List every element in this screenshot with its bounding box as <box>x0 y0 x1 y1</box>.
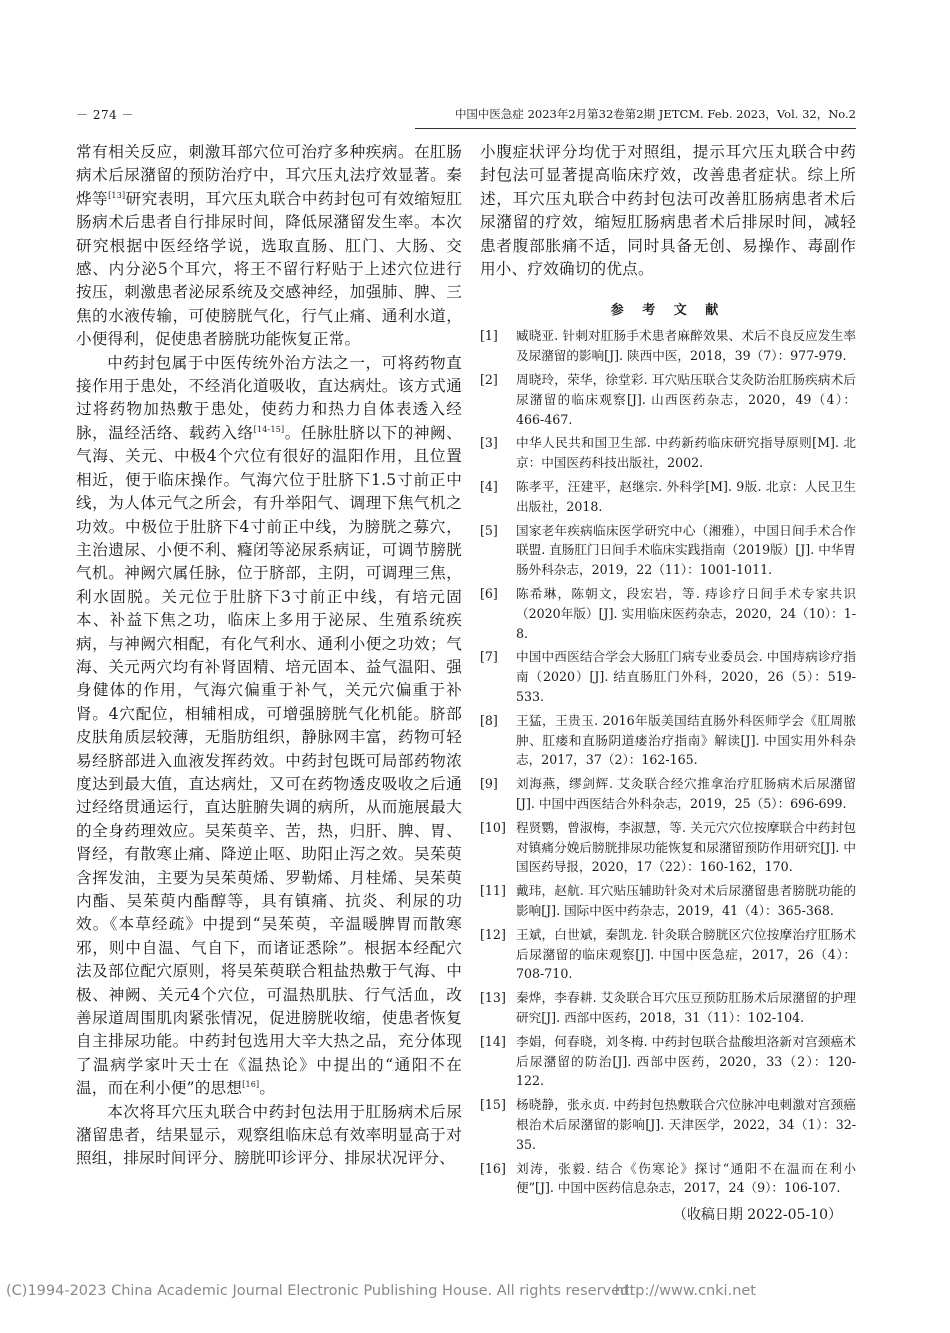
reference-number: [8] <box>480 712 498 728</box>
reference-text: 国家老年疾病临床医学研究中心（湘雅），中国日间手术合作联盟. 直肠肛门日间手术临床实践指南（2019版）[J]. 中华胃肠外科杂志，2019，22（11）：1001-1011. <box>516 522 857 578</box>
reference-text: 程贤鹦，曾淑梅，李淑慧，等. 关元穴穴位按摩联合中药封包对镇痛分娩后膀胱排尿功能恢复和尿潴留预防作用研究[J]. 中国医药导报，2020，17（22）：160-162，170. <box>516 819 856 875</box>
reference-text: 秦烨，李春耕. 艾灸联合耳穴压豆预防肛肠术后尿潴留的护理研究[J]. 西部中医药，2018，31（11）：102-104. <box>516 990 856 1025</box>
reference-number: [9] <box>480 776 498 792</box>
reference-number: [6] <box>480 586 498 601</box>
reference-text: 陈孝平，汪建平，赵继宗. 外科学[M]. 9版. 北京：人民卫生出版社，2018. <box>516 479 856 514</box>
reference-number: [2] <box>480 372 498 388</box>
header-rule <box>415 128 856 129</box>
reference-number: [11] <box>480 883 506 899</box>
reference-item <box>480 881 856 921</box>
received-date: （收稿日期 2022-05-10） <box>672 1207 842 1224</box>
reference-list <box>480 326 856 1198</box>
body-paragraph: 小腹症状评分均优于对照组，提示耳穴压丸联合中药封包法可显著提高临床疗效，改善患者症状。综上所述，耳穴压丸联合中药封包法可改善肛肠病患者术后尿潴留的疗效，缩短肛肠病患者术后排尿时间，减轻患者腹部胀痛不适，同时具备无创、易操作、毒副作用小、疗效确切的优点。 <box>480 143 856 279</box>
reference-item <box>480 818 856 877</box>
reference-number: [15] <box>480 1097 506 1113</box>
reference-number: [4] <box>480 479 498 495</box>
reference-item <box>480 711 856 770</box>
reference-text: 刘海燕，缪剑辉. 艾灸联合经穴推拿治疗肛肠病术后尿潴留[J]. 中国中西医结合外科杂志，2019，25（5）：696-699. <box>516 776 856 811</box>
reference-text: 周晓玲，荣华，徐堂彩. 耳穴贴压联合艾灸防治肛肠疾病术后尿潴留的临床观察[J]. 山西医药杂志，2020，49（4）：466-467. <box>516 372 856 427</box>
reference-text: 刘涛，张毅. 结合《伤寒论》探讨“通阳不在温而在利小便”[J]. 中国中医药信息杂志，2017，24（9）：106-107. <box>516 1160 856 1196</box>
right-column <box>480 141 856 1224</box>
reference-text: 中华人民共和国卫生部. 中药新药临床研究指导原则[M]. 北京：中国医药科技出版社，2002. <box>516 435 856 471</box>
reference-number: [5] <box>480 522 498 538</box>
body-paragraph: 本次将耳穴压丸联合中药封包法用于肛肠病术后尿潴留患者，结果显示，观察组临床总有效率明显高于对照组，排尿时间评分、膀胱叩诊评分、排尿状况评分、 <box>76 1102 462 1168</box>
reference-number: [7] <box>480 649 498 665</box>
reference-text: 王斌，白世斌，秦凯龙. 针灸联合膀胱区穴位按摩治疗肛肠术后尿潴留的临床观察[J]. 中国中医急症，2017，26（4）：708-710. <box>516 926 856 982</box>
reference-item <box>480 370 856 429</box>
reference-item <box>480 521 856 580</box>
reference-number: [16] <box>480 1160 506 1176</box>
reference-text: 王猛，王贵玉. 2016年版美国结直肠外科医师学会《肛周脓肿、肛瘘和直肠阴道瘘治疗指南》解读[J]. 中国实用外科杂志，2017，37（2）：162-165. <box>516 712 856 768</box>
body-paragraph: 中药封包属于中医传统外治方法之一，可将药物直接作用于患处，不经消化道吸收，直达病灶。该方式通过将药物加热敷于患处，使药力和热力自体表透入经脉，温经活络、载药入络[14-15]。任脉肚脐以下的神阙、气海、关元、中极4个穴位有很好的温阳作用，且位置相近，便于临床操作。气海穴位于肚脐下1.5寸前正中线，为人体元气之所会，有升举阳气、调理下焦气机之功效。中极位于肚脐下4寸前正中线，为膀胱之募穴，主治遗尿、小便不利、癃闭等泌尿系病证，可调节膀胱气机。神阙穴属任脉，位于脐部，主阴，可调理三焦，利水固脱。关元位于肚脐下3寸前正中线，有培元固本、补益下焦之功，临床上多用于泌尿、生殖系统疾病，与神阙穴相配，有化气利水、通利小便之功效；气海、关元两穴均有补肾固精、培元固本、益气温阳、强身健体的作用，气海穴偏重于补气，关元穴偏重于补肾。4穴配位，相辅相成，可增强膀胱气化机能。脐部皮肤角质层较薄，无脂肪组织，静脉网丰富，药物可轻易经脐部进入血液发挥药效。中药封包既可局部药物浓度达到最大值，直达病灶，又可在药物透皮吸收之后通过经络贯通运行，直达脏腑失调的病所，从而施展最大的全身药理效应。吴茱萸辛、苦，热，归肝、脾、胃、肾经，有散寒止痛、降逆止呕、助阳止泻之效。吴茱萸含挥发油，主要为吴茱萸烯、罗勒烯、月桂烯、吴茱萸内酯、吴茱萸内酯醇等，具有镇痛、抗炎、利尿的功效。《本草经疏》中提到“吴茱萸，辛温暖脾胃而散寒邪，则中自温、气自下，而诸证悉除”。根据本经配穴法及部位配穴原则，将吴茱萸联合粗盐热敷于气海、中极、神阙、关元4个穴位，可温热肌肤、行气活血，改善尿道周围肌肉紧张情况，促进膀胱收缩，使患者恢复自主排尿功能。中药封包选用大辛大热之品，充分体现了温病学家叶天士在《温热论》中提出的“通阳不在温，而在利小便”的思想[16]。 <box>76 353 462 1098</box>
reference-number: [1] <box>480 328 498 344</box>
references-title: 参 考 文 献 <box>610 303 726 319</box>
reference-number: [12] <box>480 926 506 942</box>
reference-item <box>480 774 856 814</box>
reference-item <box>480 925 856 984</box>
reference-text: 李娟，何春晓，刘冬梅. 中药封包联合盐酸坦洛新对宫颈癌术后尿潴留的防治[J]. 西部中医药，2020，33（2）：120-122. <box>516 1033 856 1089</box>
reference-item <box>480 988 856 1028</box>
running-header <box>76 106 856 128</box>
reference-text: 陈希琳，陈朝文，段宏岩，等. 痔诊疗日间手术专家共识（2020年版）[J]. 实用临床医药杂志，2020，24（10）：1-8. <box>516 586 856 641</box>
page-number: － 274 － <box>76 108 135 122</box>
reference-text: 臧晓亚. 针刺对肛肠手术患者麻醉效果、术后不良反应发生率及尿潴留的影响[J]. 陕西中医，2018，39（7）：977-979. <box>516 328 856 364</box>
reference-text: 戴玮，赵航. 耳穴贴压辅助针灸对术后尿潴留患者膀胱功能的影响[J]. 国际中医中药杂志，2019，41（4）：365-368. <box>516 883 856 918</box>
reference-number: [13] <box>480 990 506 1006</box>
site-url: http://www.cnki.net <box>614 1283 756 1299</box>
reference-item <box>480 1032 856 1091</box>
reference-item <box>480 1095 856 1154</box>
reference-item <box>480 326 856 366</box>
left-column <box>76 141 462 1171</box>
reference-item <box>480 433 856 473</box>
reference-text: 杨晓静，张永贞. 中药封包热敷联合穴位脉冲电刺激对宫颈癌根治术后尿潴留的影响[J]. 天津医学，2022，34（1）：32-35. <box>516 1097 856 1152</box>
reference-item <box>480 1159 856 1199</box>
reference-number: [3] <box>480 435 498 451</box>
reference-number: [14] <box>480 1033 506 1049</box>
journal-citation: 中国中医急症 2023年2月第32卷第2期 JETCM. Feb. 2023，Vol. 32，No.2 <box>454 107 856 121</box>
reference-item <box>480 477 856 517</box>
reference-number: [10] <box>480 819 506 835</box>
reference-item <box>480 584 856 643</box>
reference-item <box>480 647 856 706</box>
copyright-watermark: (C)1994-2023 China Academic Journal Electronic Publishing House. All rights reserved. <box>6 1283 634 1299</box>
body-paragraph: 常有相关反应，刺激耳部穴位可治疗多种疾病。在肛肠病术后尿潴留的预防治疗中，耳穴压丸法疗效显著。秦烨等[13]研究表明，耳穴压丸联合中药封包可有效缩短肛肠病术后患者自行排尿时间，降低尿潴留发生率。本次研究根据中医经络学说，选取直肠、肛门、大肠、交感、内分泌5个耳穴，将王不留行籽贴于上述穴位进行按压，刺激患者泌尿系统及交感神经，加强肺、脾、三焦的水液传输，可使膀胱气化，行气止痛、通利水道，小便得利，促使患者膀胱功能恢复正常。 <box>76 143 463 349</box>
reference-text: 中国中西医结合学会大肠肛门病专业委员会. 中国痔病诊疗指南（2020）[J]. 结直肠肛门外科，2020，26（5）：519-533. <box>516 649 856 704</box>
